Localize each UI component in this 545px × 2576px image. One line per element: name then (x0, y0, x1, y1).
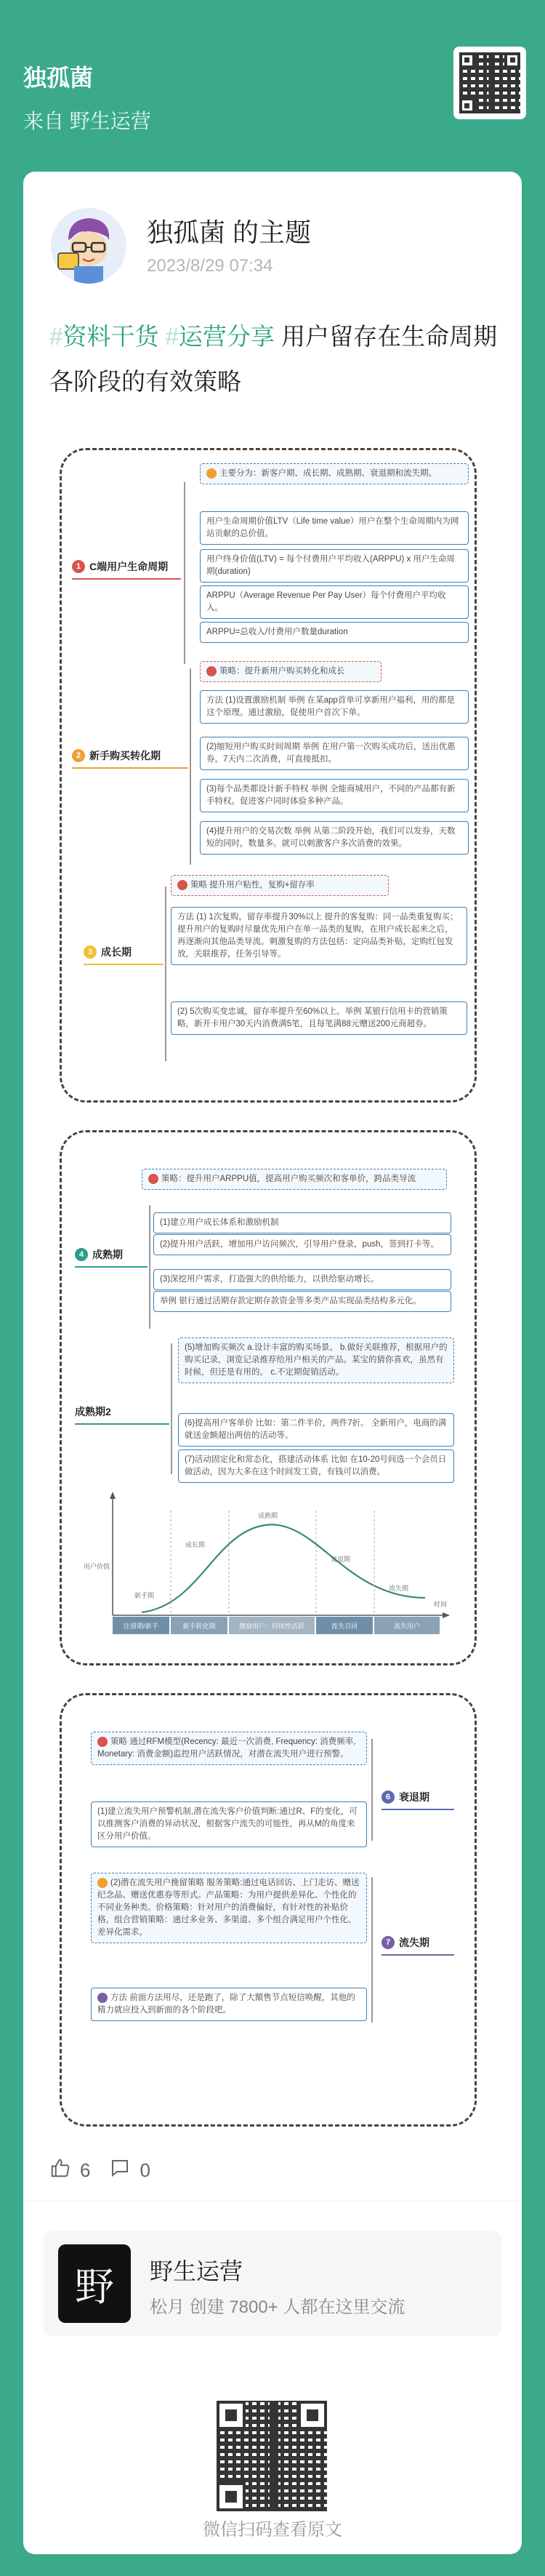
branch5-item: (7)活动固定化和常态化，搭建活动体系 比如 在10-20号间选一个会员日做活动，因为大多在这个时间发工资，有钱可以消费。 (178, 1449, 454, 1483)
interaction-row (49, 2157, 150, 2184)
page-title: 独孤菌 (23, 65, 94, 91)
page-subtitle[interactable]: 来自 野生运营 (23, 110, 151, 132)
branch1-item: ARPPU（Average Revenue Per Pay User）每个付费用户平均收入。 (200, 585, 469, 619)
connector (190, 668, 191, 865)
branch3-item: 方法 (1) 1次复购，留存率提升30%以上 提升的客复购：同一品类重复购买；提升用户的复购时尽量优先用户在单一品类的复购，在用户成长起来之后，再逐渐向其他品类导流。刺激复购的方法包括：定向品类补贴，定购红包发放，关联推荐，任务引导等。 (171, 907, 467, 965)
stage-label: 衰退期 (331, 1556, 351, 1563)
branch-c-lifecycle: 1 C端用户生命周期 (72, 559, 168, 574)
branch7-item: 方法 前面方法用尽，还是跑了，除了大額售节点短信唤醒，其他的精力就应投入到新面的各个阶段吧。 (91, 1988, 367, 2021)
like-button[interactable] (49, 2157, 90, 2184)
avatar[interactable] (51, 208, 126, 284)
branch4-header: 策略：提升用户ARPPU值，提高用户购买频次和客单价，跨品类导流 (142, 1169, 447, 1190)
branch2-header: 策略：提升新用户购买转化和成长 (200, 661, 382, 682)
connector (165, 887, 166, 1061)
connector (371, 1877, 373, 2023)
branch2-item: (2)缩短用户购买时间周期 举例 在用户第一次购买成功后，送出优惠券，7天内二次消费，可直接抵扣。 (200, 737, 469, 770)
branch2-item: (3)每个品类都设计新手特权 举例 全能商城用户，不同的产品都有新手特权。促进客户同时体验多种产品。 (200, 779, 469, 812)
post-date: 2023/8/29 07:34 (147, 256, 273, 276)
branch1-item: 用户生命周期价值LTV（Life time value）用户在整个生命周期内为网站贡献的总价值。 (200, 511, 469, 545)
post-card (23, 172, 522, 2554)
stage-bar: 新手转化期 (171, 1617, 227, 1634)
connector (149, 1205, 150, 1329)
connector (371, 1739, 373, 1841)
tag-link[interactable]: #运营分享 (165, 323, 275, 350)
branch-growth: 3 成长期 (84, 945, 132, 959)
mindmap-image-2[interactable] (60, 1130, 477, 1665)
branch4-item: (1)建立用户成长体系和激励机制 (153, 1212, 451, 1233)
stage-label: 流失期 (389, 1585, 409, 1592)
branch-new-user: 2 新手购买转化期 (72, 748, 161, 763)
stage-bar: 流失召回 (316, 1617, 373, 1634)
comment-button[interactable] (109, 2157, 150, 2184)
underline (75, 1423, 169, 1425)
connector (184, 482, 185, 664)
branch7-item: (2)潜在流失用户挽留策略 服务策略:通过电话回访、上门走访、赠送纪念品、赠送优惠券等形式。产品策略：为用户提供差异化、个性化的不同业务种类。价格策略：针对用户的消费偏好，有针对性的补贴价格。组合营销策略：通过多业务、多渠道、多个组合满足用户个性化、差异化需求。 (91, 1873, 367, 1943)
underline (382, 1809, 454, 1810)
branch1-header: 主要分为：新客户期、成长期、成熟期、衰退期和流失期。 (200, 463, 469, 484)
branch2-item: (4)提升用户的交易次数 举例 从第二阶段开始，我们可以发券，天数短的同时，数量多。就可以刺激客户多次消费的效果。 (200, 821, 469, 855)
branch6-item: (1)建立流失用户预警机制,潜在流失客户价值判断:通过R、F的变化，可以推测客户消费的异动状况，根据客户流失的可能性，再从M的角度来区分用户价值。 (91, 1801, 367, 1847)
author-name[interactable]: 独孤菌 的主题 (147, 217, 312, 247)
account-card[interactable] (44, 2231, 501, 2336)
branch2-item: 方法 (1)设置激励机制 举例 在某app首单可享新用户福利，用的都是这个原理。通过激励，促使用户首次下单。 (200, 690, 469, 724)
underline (382, 1954, 454, 1956)
account-description: 松月 创建 7800+ 人都在这里交流 (150, 2297, 405, 2317)
title-text: 用户留存在生命周期各阶段的有效策略 (49, 323, 498, 395)
stage-label: 成长期 (185, 1541, 206, 1548)
branch4-item: (2)提升用户活跃，增加用户访问频次，引导用户登录，push，签到打卡等。 (153, 1234, 451, 1255)
qr-code-icon[interactable] (217, 2401, 327, 2511)
branch6-header: 策略 通过RFM模型(Recency: 最近一次消费, Frequency: 消费频率, Monetary: 消费金额)监控用户活跃情况，对潜在流失用户进行预警。 (91, 1732, 367, 1765)
tag-link[interactable]: #资料干货 (49, 323, 159, 350)
x-axis-label: 时间 (434, 1601, 448, 1608)
branch4-item: (3)深挖用户需求，打造强大的供给能力，以供给驱动增长。 (153, 1269, 451, 1290)
like-count: 6 (80, 2159, 91, 2181)
comment-icon (109, 2157, 131, 2184)
account-name: 野生运营 (150, 2258, 243, 2284)
stage-label: 新手期 (134, 1592, 155, 1599)
branch1-item: 用户终身价值(LTV) = 每个付费用户平均收入(ARPPU) x 用户生命周期(duration) (200, 549, 469, 583)
branch5-item: (5)增加购买频次 a.设计丰富的购买场景。 b.做好关联推荐，根据用户的购买记录，浏览记录推荐给用户相关的产品。某宝的猜你喜欢，虽然有时候，但还是有用的。 c.不定期促销活动。 (178, 1337, 454, 1383)
branch-churn: 7 流失期 (382, 1935, 429, 1950)
branch5-item: (6)提高用户客单价 比如：第二件半价，两件7折。 全新用户，电商的满就送金额超出两倍的活动等。 (178, 1413, 454, 1447)
underline (72, 767, 188, 769)
branch-decline: 6 衰退期 (382, 1790, 429, 1804)
y-axis-label: 用户价值 (84, 1563, 110, 1570)
post-title (49, 314, 500, 404)
underline (75, 1266, 148, 1268)
stage-label: 成熟期 (258, 1512, 278, 1519)
mindmap-image-3[interactable] (60, 1693, 477, 2127)
branch-mature: 4 成熟期 (75, 1247, 123, 1262)
branch1-item: ARPPU=总收入/付费用户数量duration (200, 622, 469, 643)
stage-bar: 激励用户：持续性活跃 (229, 1617, 315, 1634)
qr-code-icon[interactable] (453, 47, 526, 119)
underline (84, 964, 164, 965)
stage-bar: 注册期/新手 (113, 1617, 169, 1634)
stage-bar: 流失用户 (374, 1617, 440, 1634)
scan-hint: 微信扫码查看原文 (203, 2520, 342, 2540)
branch3-item: (2) 5次购买变忠诚，留存率提升至60%以上。举例 某银行信用卡的营销策略，新开卡用户30天内消费满5笔，且每笔满88元赠送200元商超券。 (171, 1001, 467, 1035)
account-logo: 野 (58, 2244, 131, 2323)
mindmap-image-1[interactable] (60, 448, 477, 1103)
comment-count: 0 (140, 2159, 150, 2181)
underline (72, 578, 181, 580)
branch-mature-2: 成熟期2 (75, 1406, 111, 1417)
lifecycle-curve-diagram (84, 1489, 454, 1649)
branch3-header: 策略 提升用户粘性，复购+留存率 (171, 875, 389, 896)
connector (171, 1343, 172, 1474)
branch4-item: 举例 银行通过活期存款定期存款资金等多类产品实现品类结构多元化。 (153, 1291, 451, 1312)
thumbs-up-icon (49, 2157, 71, 2184)
